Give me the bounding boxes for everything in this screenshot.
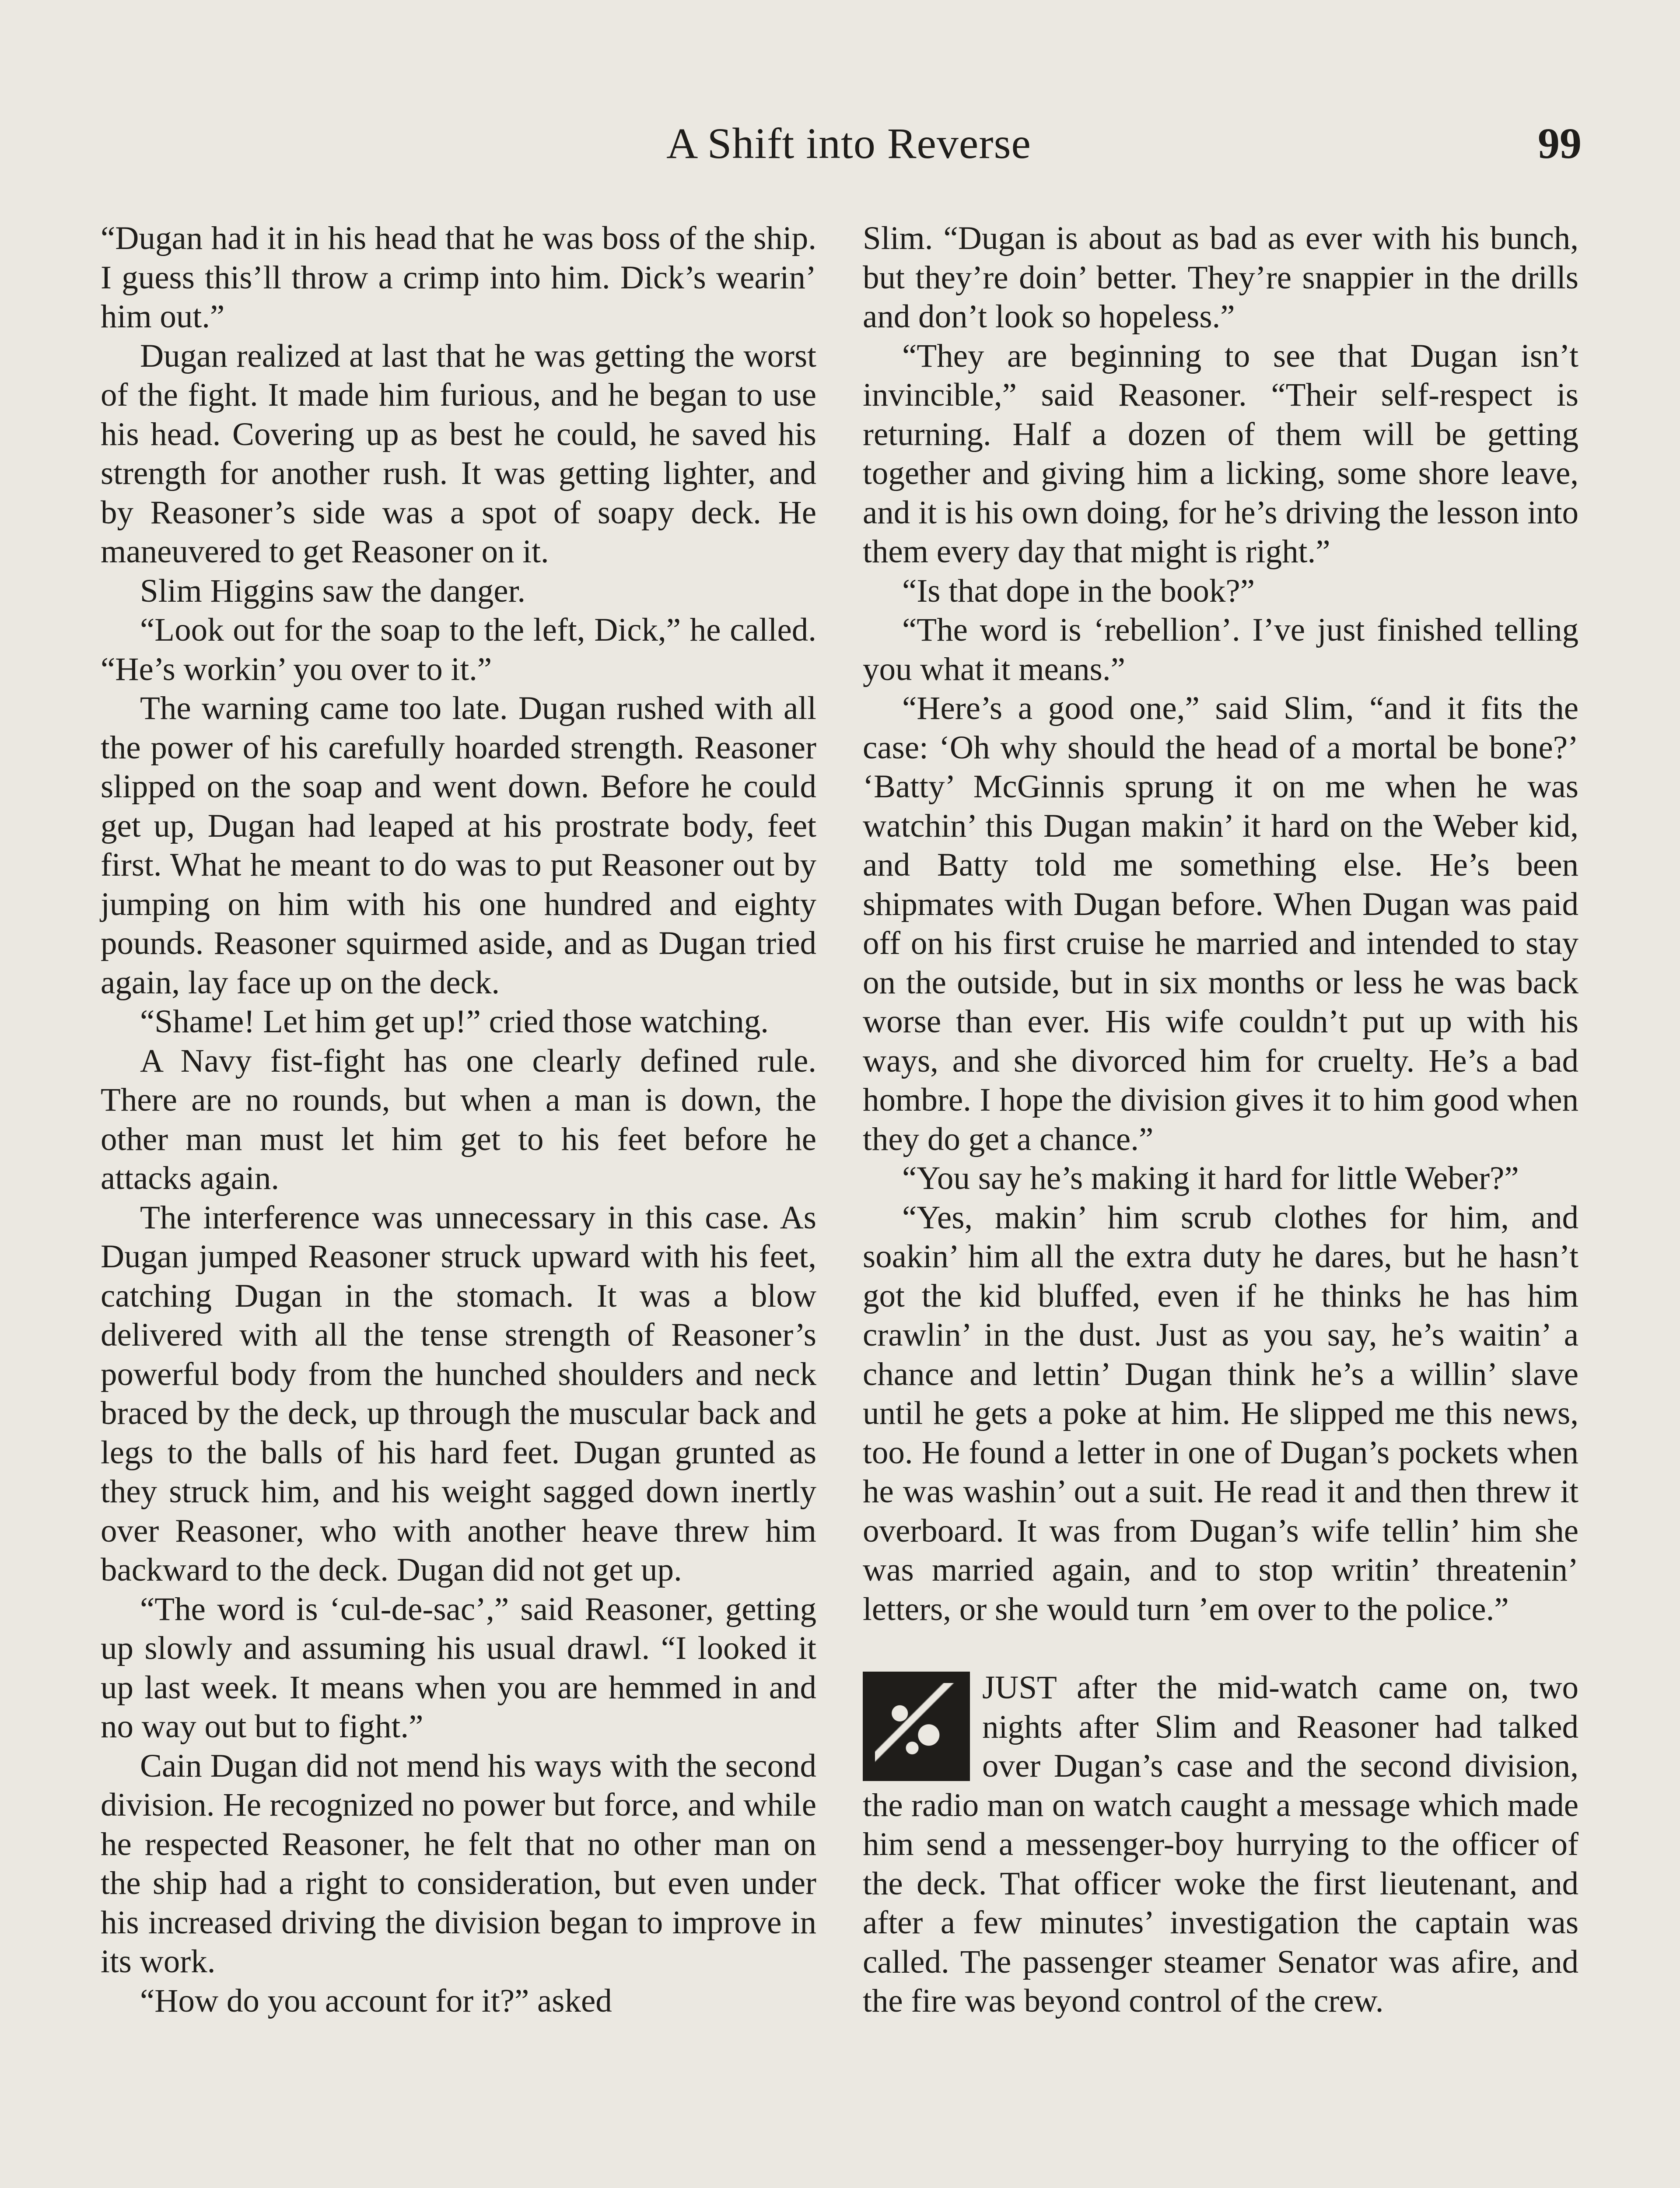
paragraph: Slim Higgins saw the danger. xyxy=(140,572,526,609)
paragraph: “Here’s a good one,” said Slim, “and it fits the case: ‘Oh why should the head of a mortal be bone?’ ‘Batty’ McGinnis sprung it on me when he was watchin’ this Dugan makin’ it hard on the Weber kid, and Batty told me something else. He’s been shipmates with Dugan before. When Dugan was paid off on his first cruise he married and intended to stay on the outside, but in six months or less he was back worse than ever. His wife couldn’t put up with his ways, and she divorced him for cruelty. He’s a bad hombre. I hope the division gives it to him good when they do get a chance.” xyxy=(863,690,1578,1157)
decorative-initial-icon xyxy=(863,1672,970,1781)
paragraph: The warning came too late. Dugan rushed with all the power of his carefully hoarded strength. Reasoner slipped on the soap and went down. Before he could get up, Dugan had leaped at his prostrate body, feet first. What he meant to do was to put Reasoner out by jumping on him with his one hundred and eighty pounds. Reasoner squirmed aside, and as Dugan tried again, lay face up on the deck. xyxy=(101,690,816,1001)
running-title: A Shift into Reverse xyxy=(666,119,1031,168)
paragraph: The interference was unnecessary in this case. As Dugan jumped Reasoner struck upward with his feet, catching Dugan in the stomach. It was a blow delivered with all the tense strength of Reasoner’s powerful body from the hunched shoulders and neck braced by the deck, up through the muscular back and legs to the balls of his hard feet. Dugan grunted as they struck him, and his weight sagged down inertly over Reasoner, who with another heave threw him backward to the deck. Dugan did not get up. xyxy=(101,1199,816,1588)
right-column xyxy=(863,219,1578,2021)
paragraph: “Look out for the soap to the left, Dick,” he called. “He’s workin’ you over to it.” xyxy=(101,612,816,687)
paragraph: “You say he’s making it hard for little Weber?” xyxy=(902,1160,1519,1196)
paragraph: “Shame! Let him get up!” cried those watching. xyxy=(140,1003,769,1040)
paragraph: “The word is ‘rebellion’. I’ve just finished telling you what it means.” xyxy=(863,612,1578,687)
paragraph: “Yes, makin’ him scrub clothes for him, and soakin’ him all the extra duty he dares, but he hasn’t got the kid bluffed, even if he thinks he has him crawlin’ in the dust. Just as you say, he’s waitin’ a chance and lettin’ Dugan think he’s a willin’ slave until he gets a poke at him. He slipped me this news, too. He found a letter in one of Dugan’s pockets when he was washin’ out a suit. He read it and then threw it overboard. It was from Dugan’s wife tellin’ him she was married again, and to stop writin’ threatenin’ letters, or she would turn ’em over to the police.” xyxy=(863,1199,1578,1627)
paragraph: A Navy fist-fight has one clearly defined rule. There are no rounds, but when a man is down, the other man must let him get to his feet before he attacks again. xyxy=(101,1042,816,1196)
paragraph: “They are beginning to see that Dugan isn’t invincible,” said Reasoner. “Their self-respect is returning. Half a dozen of them will be getting together and giving him a licking, some shore leave, and it is his own doing, for he’s driving the lesson into them every day that might is right.” xyxy=(863,337,1578,570)
left-column xyxy=(101,219,816,2020)
paragraph: Dugan realized at last that he was getting the worst of the fight. It made him furious, and he began to use his head. Covering up as best he could, he saved his strength for another rush. It was getting lighter, and by Reasoner’s side was a spot of soapy deck. He maneuvered to get Reasoner on it. xyxy=(101,337,816,570)
paragraph: “Dugan had it in his head that he was boss of the ship. I guess this’ll throw a crimp into him. Dick’s wearin’ him out.” xyxy=(101,220,816,335)
section-start-paragraph xyxy=(863,1668,1578,2021)
paragraph: “Is that dope in the book?” xyxy=(902,572,1255,609)
section-text: JUST after the mid-watch came on, two nights after Slim and Reasoner had talked over Dugan’s case and the second division, the radio man on watch caught a message which made him send a messenger-boy hurrying to the officer of the deck. That officer woke the first lieutenant, and after a few minutes’ investigation the captain was called. The passenger steamer Senator was afire, and the fire was beyond control of the crew. xyxy=(863,1669,1578,2019)
paragraph: “How do you account for it?” asked xyxy=(140,1982,612,2019)
page-number: 99 xyxy=(1538,119,1582,168)
paragraph: Slim. “Dugan is about as bad as ever with his bunch, but they’re doin’ better. They’re snappier in the drills and don’t look so hopeless.” xyxy=(863,220,1578,335)
paragraph: Cain Dugan did not mend his ways with the second division. He recognized no power but force, and while he respected Reasoner, he felt that no other man on the ship had a right to consideration, but even under his increased driving the division began to improve in its work. xyxy=(101,1747,816,1980)
paragraph: “The word is ‘cul-de-sac’,” said Reasoner, getting up slowly and assuming his usual drawl. “I looked it up last week. It means when you are hemmed in and no way out but to fight.” xyxy=(101,1591,816,1745)
